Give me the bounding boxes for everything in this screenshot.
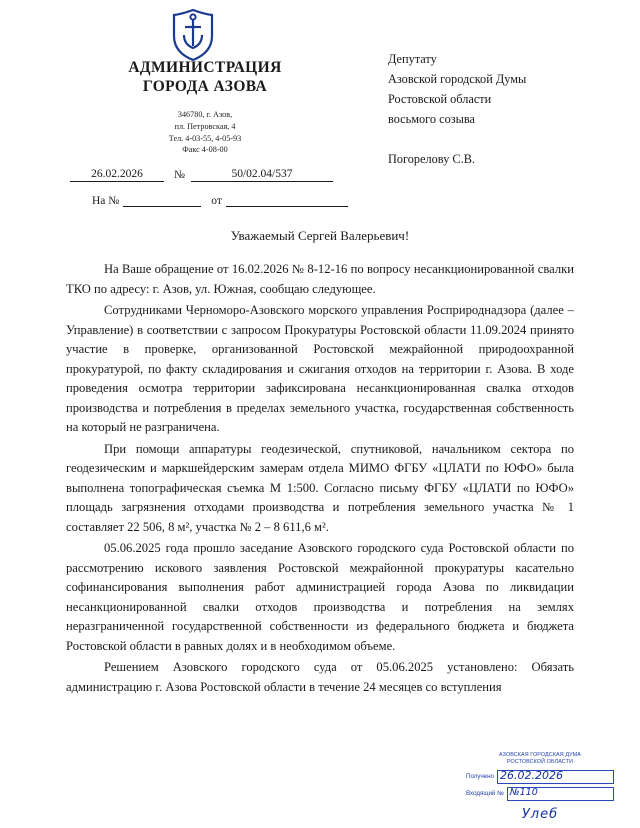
stamp-incoming-value: №110 [509, 786, 538, 798]
addressee-line-2: Азовской городской Думы [388, 71, 527, 86]
paragraph-4: 05.06.2025 года прошло заседание Азовского городского суда Ростовской области по рассмотрению искового заявления Ростовской межрайонной прокуратуры касательно софинансирования выполнения работ администрацией города Азова по ликвидации несанкционированной свалки отходов производства и потребления на землях неразграниченной государственной собственности из федерального бюджета и бюджета Ростовской области в равных долях и в необходимом объеме. [66, 541, 574, 653]
reference-date: 26.02.2026 [70, 168, 164, 182]
reference-number-label: № [174, 169, 185, 181]
addressee-line-1: Депутату [388, 52, 437, 66]
stamp-incoming-label: Входящий № [466, 790, 504, 798]
on-reference-from-label: от [211, 195, 222, 207]
stamp-received-label: Получено [466, 773, 494, 781]
coat-of-arms-icon [170, 8, 216, 62]
org-title-line1: АДМИНИСТРАЦИЯ [128, 59, 282, 76]
incoming-registration-stamp [466, 752, 614, 822]
paragraph-2: Сотрудниками Черноморо-Азовского морского управления Росприроднадзора (далее – Управление) в соответствии с запросом Прокуратуры Ростовской области 11.09.2024 принято участие в проверке, организованной Ростовской межрайонной природоохранной прокуратурой, по факту складирования и сжигания отходов на территории г. Азова. В ходе проведения осмотра территории зафиксирована несанкционированная свалка отходов производства и потребления в пределах земельного участка, государственная собственность на который не разграничена. [66, 303, 574, 435]
on-reference-label: На № [92, 195, 120, 207]
on-reference-value [123, 193, 201, 207]
paragraph-5: Решением Азовского городского суда от 05.06.2025 установлено: Обязать администрацию г. Азова Ростовской области в течение 24 месяцев со вступления [66, 660, 574, 694]
stamp-title-line2: РОСТОВСКОЙ ОБЛАСТИ [506, 759, 573, 766]
address-line-4: Факс 4-08-00 [182, 145, 228, 155]
stamp-title-line1: АЗОВСКАЯ ГОРОДСКАЯ ДУМА [499, 752, 581, 758]
address-line-2: пл. Петровская, 4 [174, 121, 236, 131]
addressee-name: Погорелову С.В. [388, 151, 475, 166]
stamp-received-row [466, 770, 614, 784]
salutation: Уважаемый Сергей Валерьевич! [230, 228, 410, 243]
organization-block [60, 58, 350, 156]
addressee-line-4: восьмого созыва [388, 111, 475, 126]
reference-line [70, 168, 333, 182]
organization-address [60, 109, 350, 157]
stamp-signature: Улеб [521, 806, 559, 822]
stamp-incoming-row [466, 787, 614, 801]
stamp-received-value: 26.02.2026 [499, 768, 563, 782]
stamp-incoming-box [507, 787, 614, 801]
addressee-line-3: Ростовской области [388, 91, 492, 106]
addressee-block [388, 50, 526, 170]
org-title-line2: ГОРОДА АЗОВА [142, 78, 268, 96]
reference-number: 50/02.04/537 [191, 168, 333, 182]
letterhead [0, 0, 640, 175]
letter-body [66, 228, 574, 699]
on-reference-from-value [226, 193, 348, 207]
paragraph-3: При помощи аппаратуры геодезической, спутниковой, начальником сектора по геодезическим и маркшейдерским замерам отдела МИМО ФГБУ «ЦЛАТИ по ЮФО» была выполнена топографическая съемка М 1:500. Согласно письму ФГБУ «ЦЛАТИ по ЮФО» площадь загрязнения отходами производства и потребления земельного участка № 1 составляет 22 506, 8 м², участка № 2 – 8 611,6 м². [66, 441, 574, 534]
address-line-1: 346780, г. Азов, [177, 109, 233, 119]
stamp-received-box [497, 770, 614, 784]
paragraph-1: На Ваше обращение от 16.02.2026 № 8-12-16 по вопросу несанкционированной свалки ТКО по адресу: г. Азов, ул. Южная, сообщаю следующее. [66, 262, 574, 296]
on-reference-line [92, 193, 348, 207]
address-line-3: Тел. 4-03-55, 4-05-93 [168, 133, 242, 143]
